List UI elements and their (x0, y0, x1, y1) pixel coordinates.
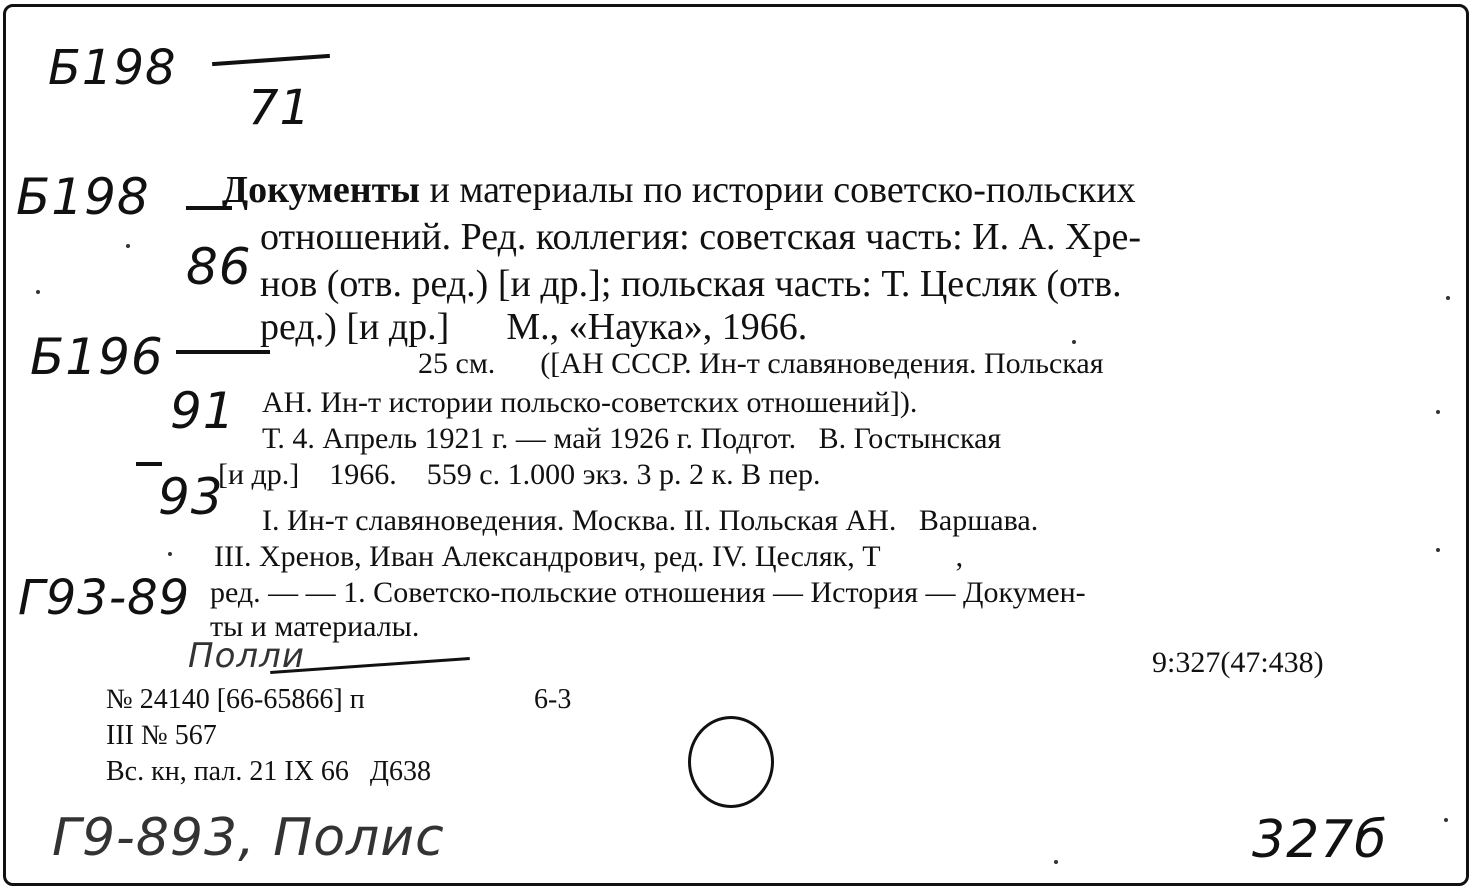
handwritten-mark-86: 86 (186, 238, 252, 296)
speck (1444, 818, 1448, 822)
entry-line-12: ты и материалы. (210, 610, 420, 643)
handwritten-mark-327: 327б (1252, 810, 1388, 870)
speck (126, 244, 130, 248)
speck (1072, 340, 1076, 344)
handwritten-mark-g93: Г93-89 (18, 570, 191, 626)
entry-line-5: 25 см. ([АН СССР. Ин-т славяноведения. Польская (418, 347, 1104, 380)
handwritten-mark-93: 93 (158, 468, 224, 526)
handwritten-mark-b198: Б198 (16, 168, 150, 226)
handwritten-mark-91: 91 (170, 382, 236, 440)
handwritten-mark-b196: Б196 (30, 328, 164, 386)
entry-title-word: Документы (222, 169, 420, 211)
entry-line-1 (222, 168, 1136, 212)
footer-line-1: № 24140 [66-65866] п (106, 684, 365, 715)
entry-line-7: Т. 4. Апрель 1921 г. — май 1926 г. Подгот. В. Гостынская (262, 422, 1002, 455)
handwritten-signature-mid: Полли (188, 636, 305, 676)
footer-line-2: III № 567 (106, 720, 217, 751)
handwritten-shelf-top: Б198 (48, 40, 177, 96)
handwritten-stroke (176, 350, 270, 354)
entry-line-8: [и др.] 1966. 559 с. 1.000 экз. 3 р. 2 к. В пер. (218, 458, 821, 491)
speck (1446, 296, 1450, 300)
speck (1054, 860, 1058, 864)
speck (1436, 548, 1440, 552)
footer-line-1-code: 6-3 (534, 684, 572, 715)
entry-line-1-rest: и материалы по истории советско-польских (429, 169, 1136, 211)
handwritten-stroke (136, 462, 162, 466)
entry-line-9: I. Ин-т славяноведения. Москва. II. Польская АН. Варшава. (262, 504, 1039, 537)
handwritten-mark-bottom: Г9-893, Полис (52, 808, 445, 868)
entry-line-3: нов (отв. ред.) [и др.]; польская часть: Т. Цесляк (отв. (260, 263, 1122, 305)
punch-hole-circle (688, 716, 774, 808)
entry-line-10: III. Хренов, Иван Александрович, ред. IV. Цесляк, Т , (214, 540, 964, 573)
footer-line-3: Вс. кн, пал. 21 IX 66 Д638 (106, 756, 431, 787)
speck (1436, 410, 1440, 414)
entry-line-2: отношений. Ред. коллегия: советская часть: И. А. Хре- (260, 216, 1141, 258)
entry-line-6: АН. Ин-т истории польско-советских отношений]). (262, 386, 918, 419)
entry-line-4: ред.) [и др.] М., «Наука», 1966. (260, 306, 808, 348)
classification-code: 9:327(47:438) (1152, 646, 1324, 679)
speck (168, 552, 172, 556)
speck (36, 290, 40, 294)
handwritten-shelf-top-num: 71 (248, 80, 312, 136)
entry-line-11: ред. — — 1. Советско-польские отношения — История — Докумен- (210, 576, 1086, 609)
